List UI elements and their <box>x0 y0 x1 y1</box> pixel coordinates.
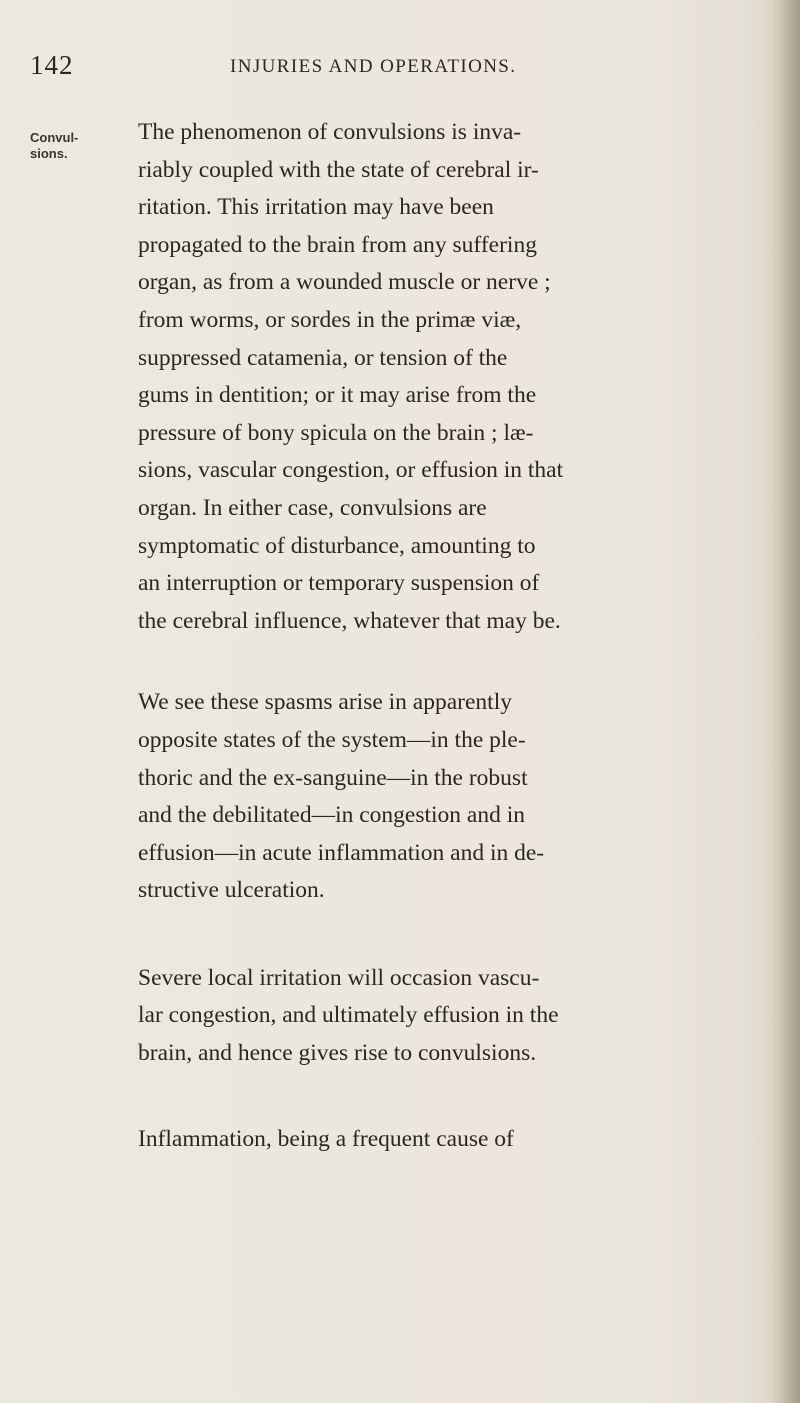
body-text <box>138 114 750 1158</box>
running-head: INJURIES AND OPERATIONS. <box>230 56 517 77</box>
page-header <box>30 50 740 90</box>
marginal-note <box>30 130 90 162</box>
page-number: 142 <box>30 50 74 80</box>
paragraph-2: We see these spasms arise in apparently opposite states of the system—in the ple- thoric and the ex-sanguine—in the robust and the debilitated—in congestion and in effusion—in acute inflammation and in de- structive ulceration. <box>138 689 545 904</box>
marginal-note-text: Convul- sions. <box>30 130 79 161</box>
paragraph-4: Inflammation, being a frequent cause of <box>138 1125 514 1152</box>
paragraph-1: The phenomenon of convulsions is inva- riably coupled with the state of cerebral ir- ritation. This irritation may have been propagated to the brain from any suffering organ, as from a wounded muscle or nerve ; from worms, or sordes in the primæ viæ, suppressed catamenia, or tension of the gums in dentition; or it may arise from the pressure of bony spicula on the brain ; læ- sions, vascular congestion, or effusion in that organ. In either case, convulsions are symptomatic of disturbance, amounting to an interruption or temporary suspension of the cerebral influence, whatever that may be. <box>138 119 564 634</box>
page-edge-shadow <box>772 0 800 1403</box>
paragraph-3: Severe local irritation will occasion vascu- lar congestion, and ultimately effusion in the brain, and hence gives rise to convulsions. <box>138 964 559 1067</box>
